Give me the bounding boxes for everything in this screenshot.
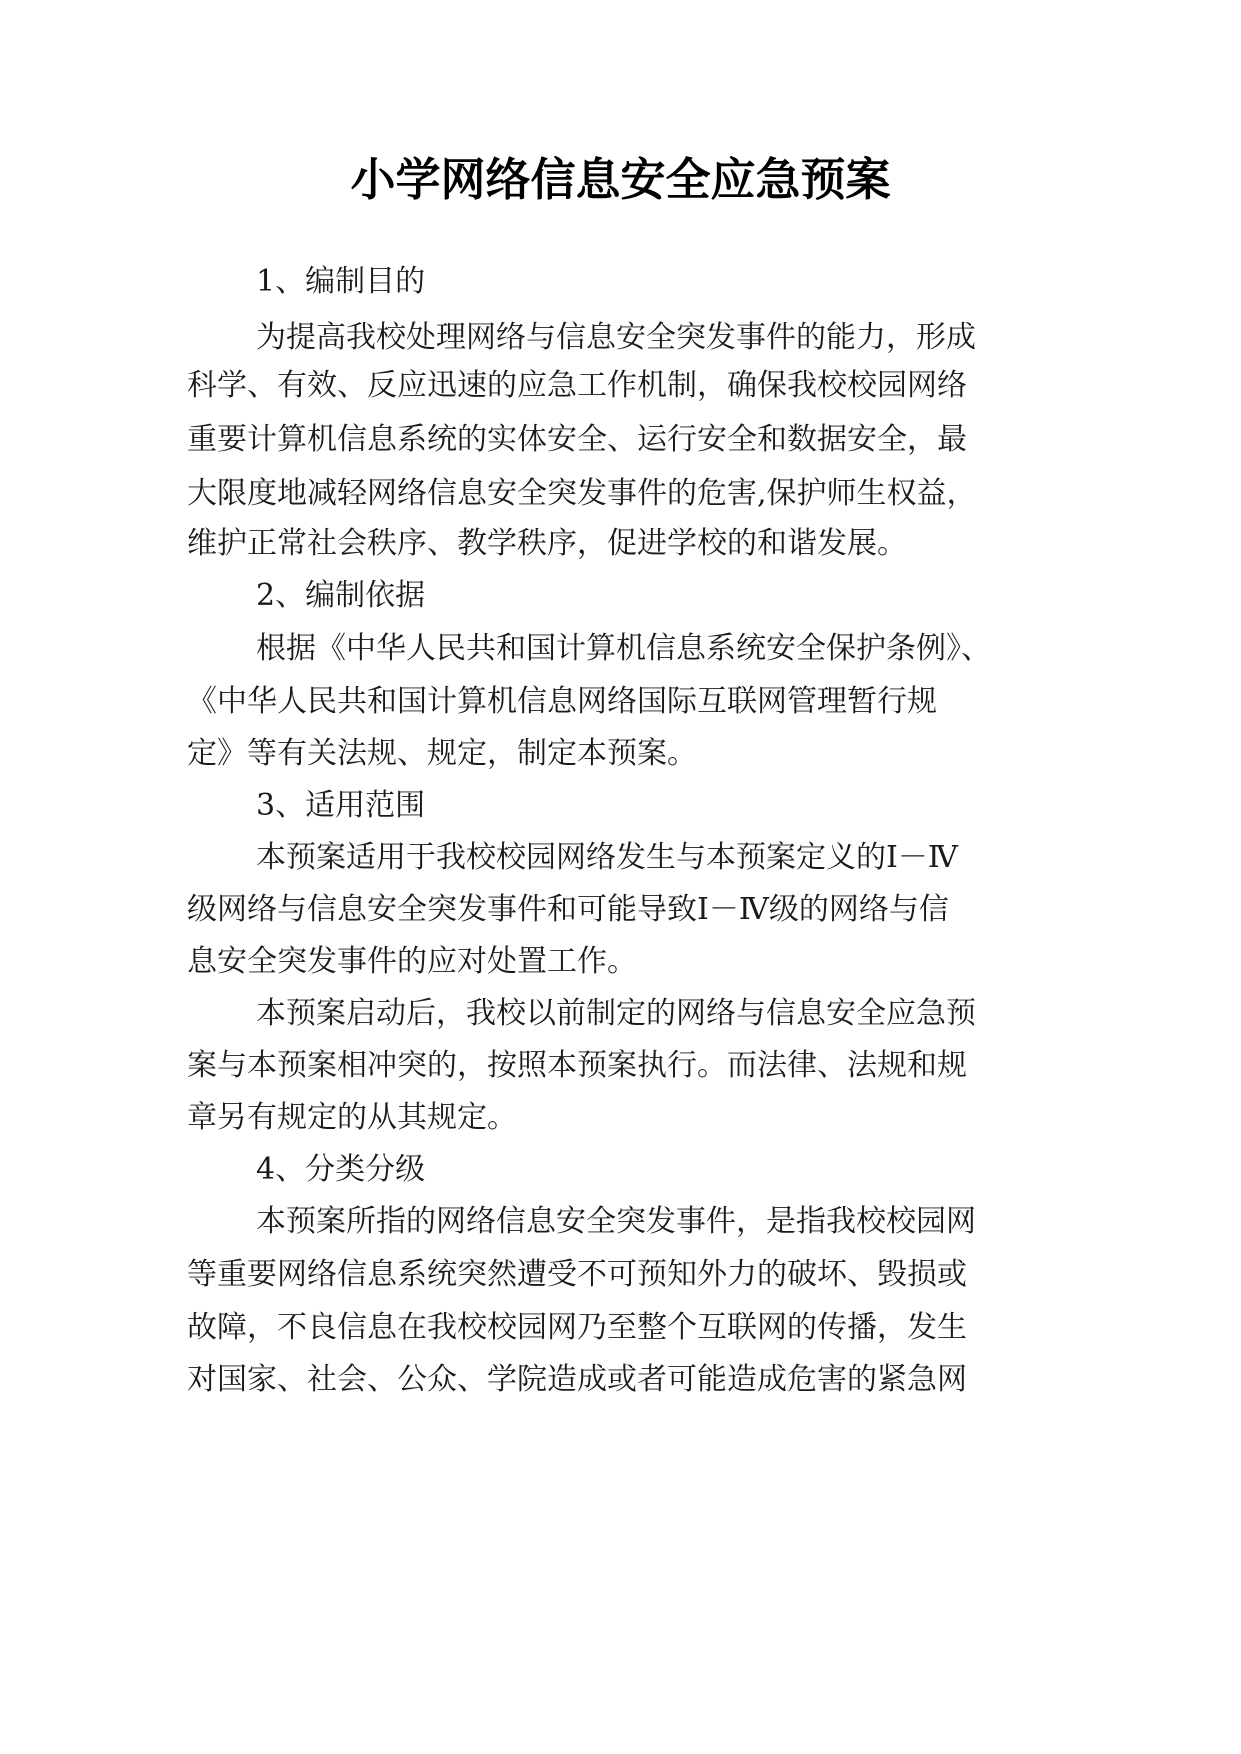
paragraph-line: 故障，不良信息在我校校园网乃至整个互联网的传播，发生	[187, 1310, 967, 1345]
paragraph-line: 重要计算机信息系统的实体安全、运行安全和数据安全，最	[187, 422, 967, 457]
paragraph-line: 大限度地减轻网络信息安全突发事件的危害,保护师生权益，	[187, 476, 977, 511]
paragraph-line: 息安全突发事件的应对处置工作。	[187, 944, 637, 979]
paragraph-line: 科学、有效、反应迅速的应急工作机制，确保我校校园网络	[187, 368, 967, 403]
paragraph-line: 维护正常社会秩序、教学秩序，促进学校的和谐发展。	[187, 526, 907, 561]
paragraph-line: 根据《中华人民共和国计算机信息系统安全保护条例》、	[256, 631, 991, 666]
paragraph-line: 本预案所指的网络信息安全突发事件，是指我校校园网	[256, 1204, 976, 1239]
document-title: 小学网络信息安全应急预案	[350, 153, 891, 206]
section-heading-basis: 2、编制依据	[256, 578, 426, 613]
paragraph-line: 《中华人民共和国计算机信息网络国际互联网管理暂行规	[187, 684, 937, 719]
section-heading-classification: 4、分类分级	[256, 1152, 426, 1187]
paragraph-line: 定》等有关法规、规定，制定本预案。	[187, 736, 697, 771]
paragraph-line: 级网络与信息安全突发事件和可能导致Ⅰ－Ⅳ级的网络与信	[187, 892, 949, 927]
paragraph-line: 章另有规定的从其规定。	[187, 1100, 517, 1135]
section-heading-scope: 3、适用范围	[256, 788, 426, 823]
section-heading-purpose: 1、编制目的	[256, 264, 426, 299]
paragraph-line: 本预案启动后，我校以前制定的网络与信息安全应急预	[256, 996, 976, 1031]
paragraph-line: 本预案适用于我校校园网络发生与本预案定义的Ⅰ－Ⅳ	[256, 840, 958, 875]
paragraph-line: 案与本预案相冲突的，按照本预案执行。而法律、法规和规	[187, 1048, 967, 1083]
paragraph-line: 对国家、社会、公众、学院造成或者可能造成危害的紧急网	[187, 1362, 967, 1397]
paragraph-line: 等重要网络信息系统突然遭受不可预知外力的破坏、毁损或	[187, 1257, 967, 1292]
paragraph-line: 为提高我校处理网络与信息安全突发事件的能力，形成	[256, 320, 976, 355]
